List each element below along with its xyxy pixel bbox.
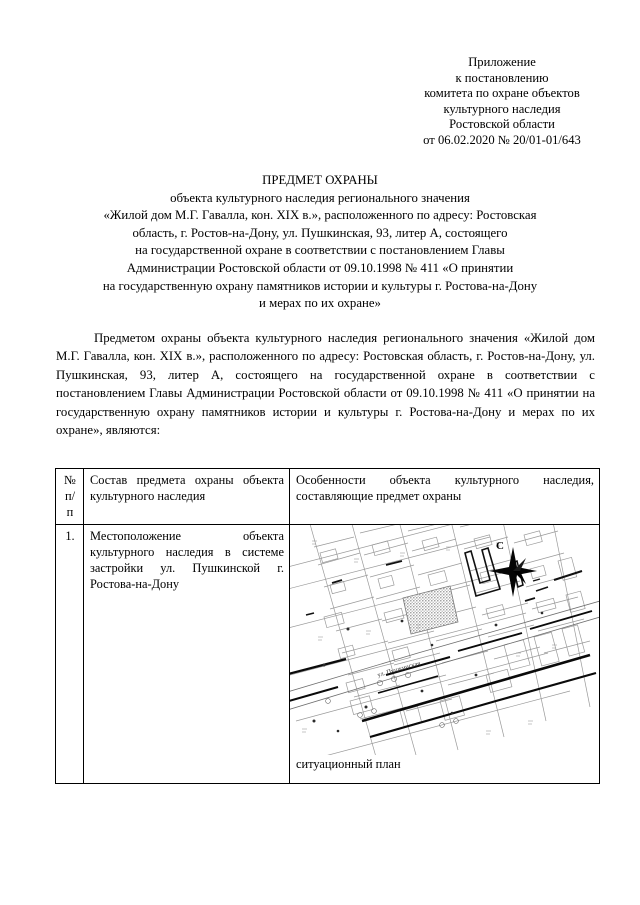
table-header-row [56,469,600,525]
situational-plan-figure [290,525,599,755]
title-line-4: область, г. Ростов-на-Дону, ул. Пушкинская, 93, литер А, состоящего [132,225,508,240]
protection-subject-table [55,468,600,784]
figure-caption: ситуационный план [296,756,401,771]
title-line-7: на государственную охрану памятников истории и культуры г. Ростова-на-Дону [102,278,538,293]
page-title: ПРЕДМЕТ ОХРАНЫ [262,173,378,187]
row-number: 1. [56,524,84,783]
situational-plan-map [290,525,599,755]
table-header-num-line2: п/п [64,489,76,520]
title-line-8: и мерах по их охране» [259,296,381,311]
header-line-5: Ростовской области [449,117,555,132]
header-line-1: Приложение [468,55,536,69]
title-line-2: объекта культурного наследия регионального значения [170,190,470,205]
table-header-subject: Состав предмета охраны объекта культурного наследия [84,469,290,525]
title-line-3: «Жилой дом М.Г. Гавалла, кон. XIX в.», расположенного по адресу: Ростовская [103,208,537,223]
header-line-6: от 06.02.2020 № 20/01-01/643 [423,132,581,147]
row-subject-text: Местоположение объекта культурного наследия в системе застройки ул. Пушкинской г. Ростова-на-Дону [84,524,290,783]
intro-paragraph: Предметом охраны объекта культурного наследия регионального значения «Жилой дом М.Г. Гавалла, кон. XIX в.», расположенного по адресу: Ростовская область, г. Ростов-на-Дону, ул. Пушкинская, 93, литер А, состоящего на государственной охране в соответствии с постановлением Главы Администрации Ростовской области от 09.10.1998 № 411 «О принятии на государственную охрану памятников истории и культуры г. Ростова-на-Дону и мерах по их охране», являются: [56,331,595,438]
header-line-4: культурного наследия [443,101,561,116]
compass-north-label: С [496,539,504,552]
table-row [56,524,600,783]
row-feature-cell [290,524,600,783]
table-header-num [56,469,84,525]
document-header-block [398,55,606,149]
title-line-6: Администрации Ростовской области от 09.10.1998 № 411 «О принятии [126,260,514,275]
street-label: ул. Пушкинская [376,659,422,679]
table-header-num-line1: № [64,473,76,487]
header-line-2: к постановлению [455,70,549,85]
header-line-3: комитета по охране объектов [424,86,580,101]
title-line-5: на государственной охране в соответствии с постановлением Главы [135,243,505,258]
document-title-block [47,172,593,313]
table-header-features: Особенности объекта культурного наследия, составляющие предмет охраны [290,469,600,525]
